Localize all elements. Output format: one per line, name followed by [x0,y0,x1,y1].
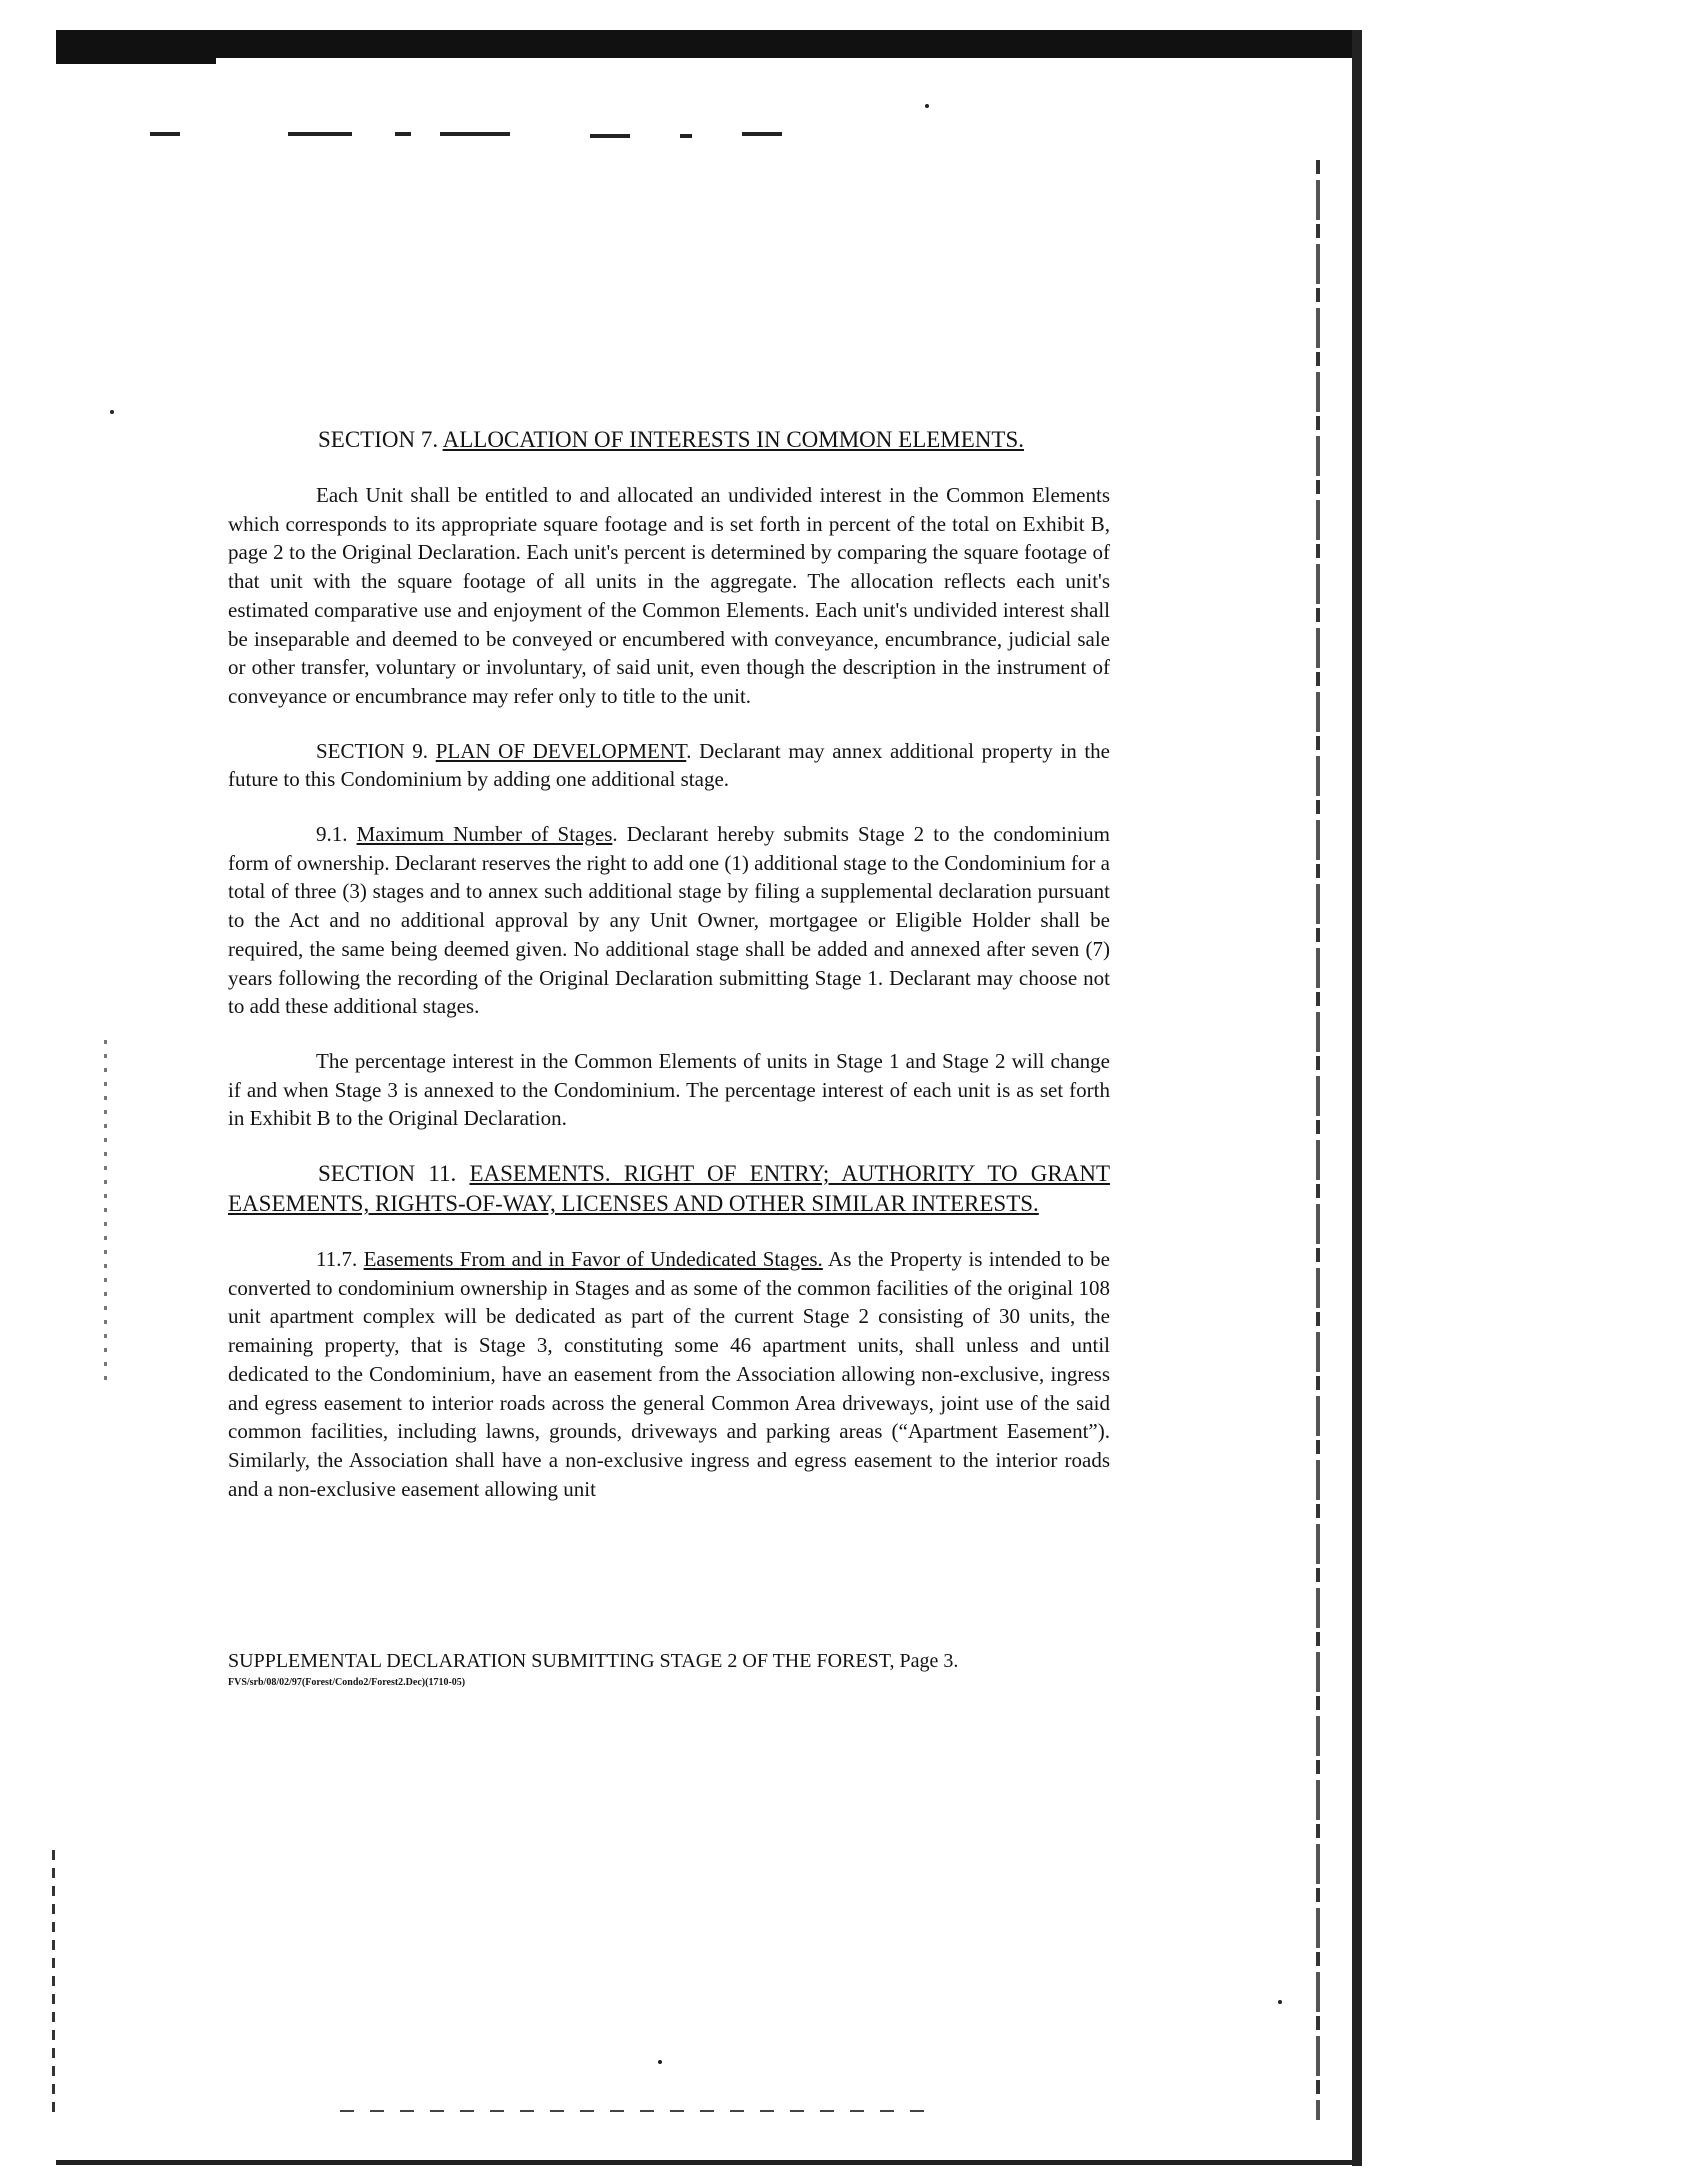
section-11-number: SECTION 11. [318,1161,457,1187]
scan-top-border-tail [56,56,216,64]
scan-dash [742,132,782,136]
section-9-paragraph: SECTION 9. PLAN OF DEVELOPMENT. Declarant may annex additional property in the future to this Condominium by adding one additional stage. [228,738,1111,792]
section-9-1-title: Maximum Number of Stages [356,822,613,847]
section-11-7-number: 11.7. [316,1247,358,1272]
scan-top-border [56,30,1352,58]
section-7-body: Each Unit shall be entitled to and allocated an undivided interest in the Common Elements which corresponds to its appropriate square footage and is set forth in percent of the total on Exhibit B, page 2 to the Original Declaration. Each unit's percent is determined by comparing the square footage of that unit with the square footage of all units in the aggregate. The allocation reflects each unit's estimated comparative use and enjoyment of the Common Elements. Each unit's undivided interest shall be inseparable and deemed to be conveyed or encumbered with conveyance, encumbrance, judicial sale or other transfer, voluntary or involuntary, of said unit, even though the description in the instrument of conveyance or encumbrance may refer only to title to the unit. [228,483,1110,708]
footer-title: SUPPLEMENTAL DECLARATION SUBMITTING STAGE 2 OF THE FOREST, Page 3. [228,1650,959,1672]
scan-left-margin-artifact [104,1040,107,1380]
scan-dash [680,134,692,138]
section-9-1-body: Declarant hereby submits Stage 2 to the condominium form of ownership. Declarant reserves the right to add one (1) additional stage to the Condominium for a total of three (3) stages and to annex such additional stage by filing a supplemental declaration pursuant to the Act and no additional approval by any Unit Owner, mortgagee or Eligible Holder shall be required, the same being deemed given. No additional stage shall be added and annexed after seven (7) years following the recording of the Original Declaration submitting Stage 1. Declarant may choose not to add these additional stages. [228,822,1110,1019]
scan-right-border [1352,30,1362,2166]
section-7-number: SECTION 7. [318,427,439,452]
page-footer [228,1648,1128,1690]
section-7-heading [228,425,1110,455]
scan-speck [1278,2000,1282,2004]
section-11-7-body: As the Property is intended to be converted to condominium ownership in Stages and as some of the common facilities of the original 108 unit apartment complex will be dedicated as part of the current Stage 2 consisting of 30 units, the remaining property, that is Stage 3, constituting some 46 apartment units, shall unless and until dedicated to the Condominium, have an easement from the Association allowing non-exclusive, ingress and egress easement to interior roads across the general Common Area driveways, joint use of the said common facilities, including lawns, grounds, driveways and parking areas (“Apartment Easement”). Similarly, the Association shall have a non-exclusive ingress and egress easement to the interior roads and a non-exclusive easement allowing unit [228,1247,1111,1501]
footer-file-code: FVS/srb/08/02/97(Forest/Condo2/Forest2.Dec)(1710-05) [228,1677,466,1688]
section-9-body: Declarant may annex additional property in the future to this Condominium by adding one additional stage. [228,738,1111,792]
scan-bottom-dashes [340,2110,940,2112]
section-9-number: SECTION 9. [316,738,429,763]
scan-speck [925,104,929,108]
scan-dash [150,132,180,136]
section-9-1-number: 9.1. [316,822,348,847]
scan-dash [395,132,411,136]
scan-bottom-border [56,2160,1356,2165]
scan-dash [440,132,510,136]
scan-left-margin-artifact-lower [52,1850,55,2120]
scan-speck [110,410,114,414]
section-7-title: ALLOCATION OF INTERESTS IN COMMON ELEMENTS. [442,427,1024,452]
section-11-7-title: Easements From and in Favor of Undedicated Stages. [363,1247,823,1272]
section-11-heading [228,1159,1110,1219]
scan-right-margin-artifact [1316,160,1320,2120]
document-body [228,425,1110,1529]
section-11-7-paragraph [228,1245,1110,1503]
scan-speck [658,2060,662,2064]
scan-dash [590,134,630,138]
section-11-title: EASEMENTS. RIGHT OF ENTRY; AUTHORITY TO GRANT EASEMENTS, RIGHTS-OF-WAY, LICENSES AND OTHER SIMILAR INTERESTS. [228,1161,1111,1217]
section-9-1-paragraph: 9.1. Maximum Number of Stages. Declarant hereby submits Stage 2 to the condominium form of ownership. Declarant reserves the right to add one (1) additional stage to the Condominium for a total of three (3) stages and to annex such additional stage by filing a supplemental declaration pursuant to the Act and no additional approval by any Unit Owner, mortgagee or Eligible Holder shall be required, the same being deemed given. No additional stage shall be added and annexed after seven (7) years following the recording of the Original Declaration submitting Stage 1. Declarant may choose not to add these additional stages. [228,822,1110,1019]
percentage-interest-paragraph: The percentage interest in the Common Elements of units in Stage 1 and Stage 2 will change if and when Stage 3 is annexed to the Condominium. The percentage interest of each unit is as set forth in Exhibit B to the Original Declaration. [228,1048,1110,1131]
section-9-title: PLAN OF DEVELOPMENT [435,738,687,763]
scan-dash [288,132,352,136]
